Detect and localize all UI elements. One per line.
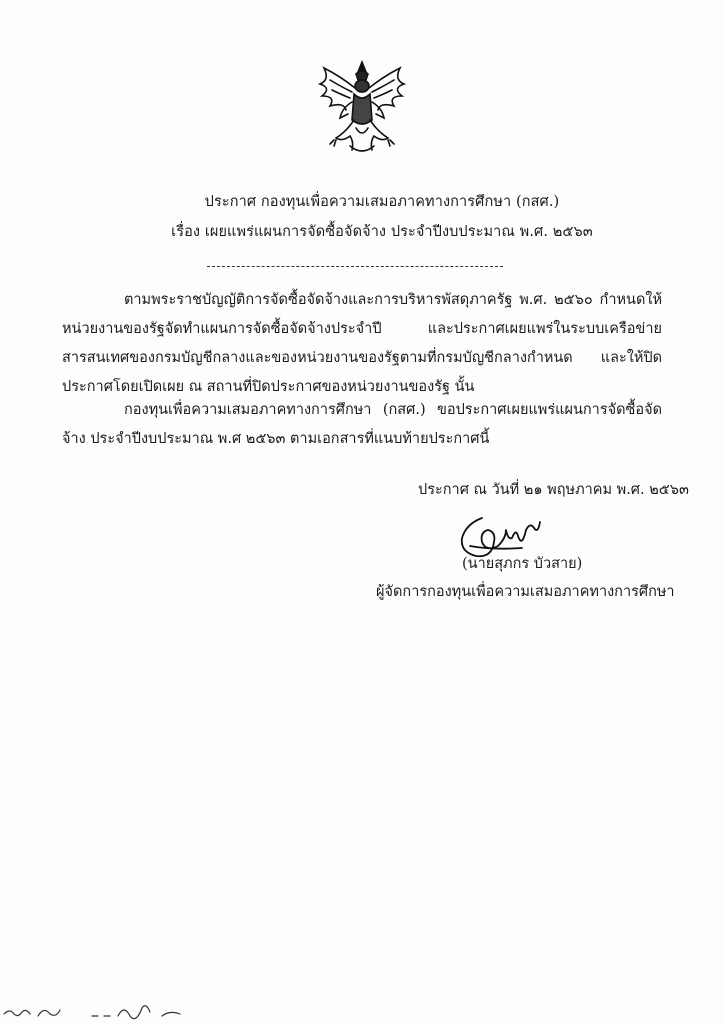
- footer-handwriting-mark: [0, 994, 200, 1024]
- paragraph-text: กองทุนเพื่อความเสมอภาคทางการศึกษา (กสศ.) ขอประกาศเผยแพร่แผนการจัดซื้อจัดจ้าง ประจำปีงบประมาณ พ.ศ ๒๕๖๓ ตามเอกสารที่แนบท้ายประกาศนี้: [62, 402, 662, 447]
- announcement-title: ประกาศ กองทุนเพื่อความเสมอภาคทางการศึกษา (กสศ.): [204, 194, 560, 210]
- body-paragraph-2: [62, 396, 662, 454]
- paragraph-text: ตามพระราชบัญญัติการจัดซื้อจัดจ้างและการบริหารพัสดุภาครัฐ พ.ศ. ๒๕๖๐ กำหนดให้หน่วยงานของรัฐจัดทำแผนการจัดซื้อจัดจ้างประจำปี และประกาศเผยแพร่ในระบบเครือข่ายสารสนเทศของกรมบัญชีกลางและของหน่วยงานของรัฐตามที่กรมบัญชีกลางกำหนด และให้ปิดประกาศโดยเปิดเผย ณ สถานที่ปิดประกาศของหน่วยงานของรัฐ นั้น: [62, 292, 662, 395]
- dashed-divider: [207, 266, 503, 267]
- garuda-emblem-icon: [300, 58, 424, 158]
- body-paragraph-1: [62, 286, 662, 402]
- signatory-name: (นายสุภกร บัวสาย): [462, 556, 583, 572]
- signatory-title: ผู้จัดการกองทุนเพื่อความเสมอภาคทางการศึกษา: [376, 584, 675, 600]
- announcement-subject: เรื่อง เผยแพร่แผนการจัดซื้อจัดจ้าง ประจำปีงบประมาณ พ.ศ. ๒๕๖๓: [171, 224, 593, 240]
- announcement-date: ประกาศ ณ วันที่ ๒๑ พฤษภาคม พ.ศ. ๒๕๖๓: [418, 482, 689, 498]
